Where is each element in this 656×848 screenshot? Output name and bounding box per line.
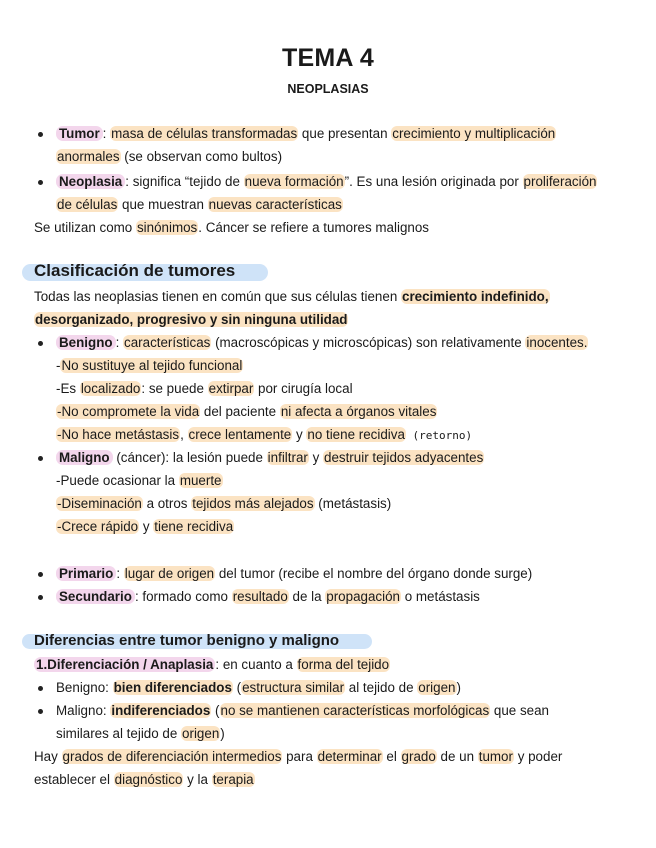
bullet-icon	[38, 709, 43, 714]
benigno-sub-4: -No hace metástasis, crece lentamente y no tiene recidiva (retorno)	[57, 427, 473, 442]
maligno-line: Maligno (cáncer): la lesión puede infiltrar y destruir tejidos adyacentes	[56, 449, 484, 467]
maligno-sub-3: -Crece rápido y tiene recidiva	[57, 519, 234, 534]
definition-neoplasia-line1: Neoplasia : significa “tejido de nueva formación”. Es una lesión originada por proliferación	[56, 173, 597, 191]
term-tumor: Tumor	[56, 126, 103, 141]
grados-line2: establecer el diagnóstico y la terapia	[34, 772, 254, 787]
bullet-icon	[38, 180, 43, 185]
benigno-sub-3: -No compromete la vida del paciente ni afecta a órganos vitales	[57, 404, 437, 419]
bullet-icon	[38, 595, 43, 600]
maligno-diff-line1: Maligno: indiferenciados (no se mantienen características morfológicas que sean	[56, 703, 550, 718]
page-subtitle: NEOPLASIAS	[287, 82, 369, 96]
clasificacion-intro-line2: desorganizado, progresivo y sin ninguna utilidad	[35, 312, 348, 327]
definition-tumor-line2: anormales (se observan como bultos)	[57, 149, 283, 164]
diferenciacion-line: 1.Diferenciación / Anaplasia : en cuanto a forma del tejido	[36, 657, 390, 672]
benigno-line: Benigno : características (macroscópicas y microscópicas) son relativamente inocentes.	[56, 334, 588, 352]
handwritten-note: (retorno)	[405, 429, 473, 442]
secundario-line: Secundario : formado como resultado de la propagación o metástasis	[56, 588, 480, 606]
clasificacion-intro-line1: Todas las neoplasias tienen en común que sus células tienen crecimiento indefinido,	[34, 289, 549, 304]
definition-neoplasia-line2: de células que muestran nuevas características	[57, 197, 342, 212]
bullet-icon	[38, 132, 43, 137]
maligno-sub-2: -Diseminación a otros tejidos más alejados (metástasis)	[57, 496, 392, 511]
benigno-sub-1: -No sustituye al tejido funcional	[56, 358, 243, 373]
bullet-icon	[38, 341, 43, 346]
bullet-icon	[38, 456, 43, 461]
synonyms-note: Se utilizan como sinónimos. Cáncer se refiere a tumores malignos	[34, 220, 429, 235]
bullet-icon	[38, 572, 43, 577]
definition-tumor-line1: Tumor : masa de células transformadas que presentan crecimiento y multiplicación	[56, 125, 556, 143]
grados-line1: Hay grados de diferenciación intermedios para determinar el grado de un tumor y poder	[34, 749, 563, 764]
benigno-diff-line: Benigno: bien diferenciados (estructura similar al tejido de origen)	[56, 680, 461, 695]
benigno-sub-2: -Es localizado: se puede extirpar por cirugía local	[56, 381, 353, 396]
maligno-diff-line2: similares al tejido de origen)	[56, 726, 225, 741]
section-heading-diferencias: Diferencias entre tumor benigno y maligno	[34, 632, 340, 649]
page-title: TEMA 4	[282, 44, 374, 72]
term-neoplasia: Neoplasia	[56, 174, 125, 189]
section-heading-clasificacion: Clasificación de tumores	[34, 261, 236, 280]
maligno-sub-1: -Puede ocasionar la muerte	[56, 473, 222, 488]
primario-line: Primario : lugar de origen del tumor (recibe el nombre del órgano donde surge)	[56, 565, 532, 583]
bullet-icon	[38, 686, 43, 691]
